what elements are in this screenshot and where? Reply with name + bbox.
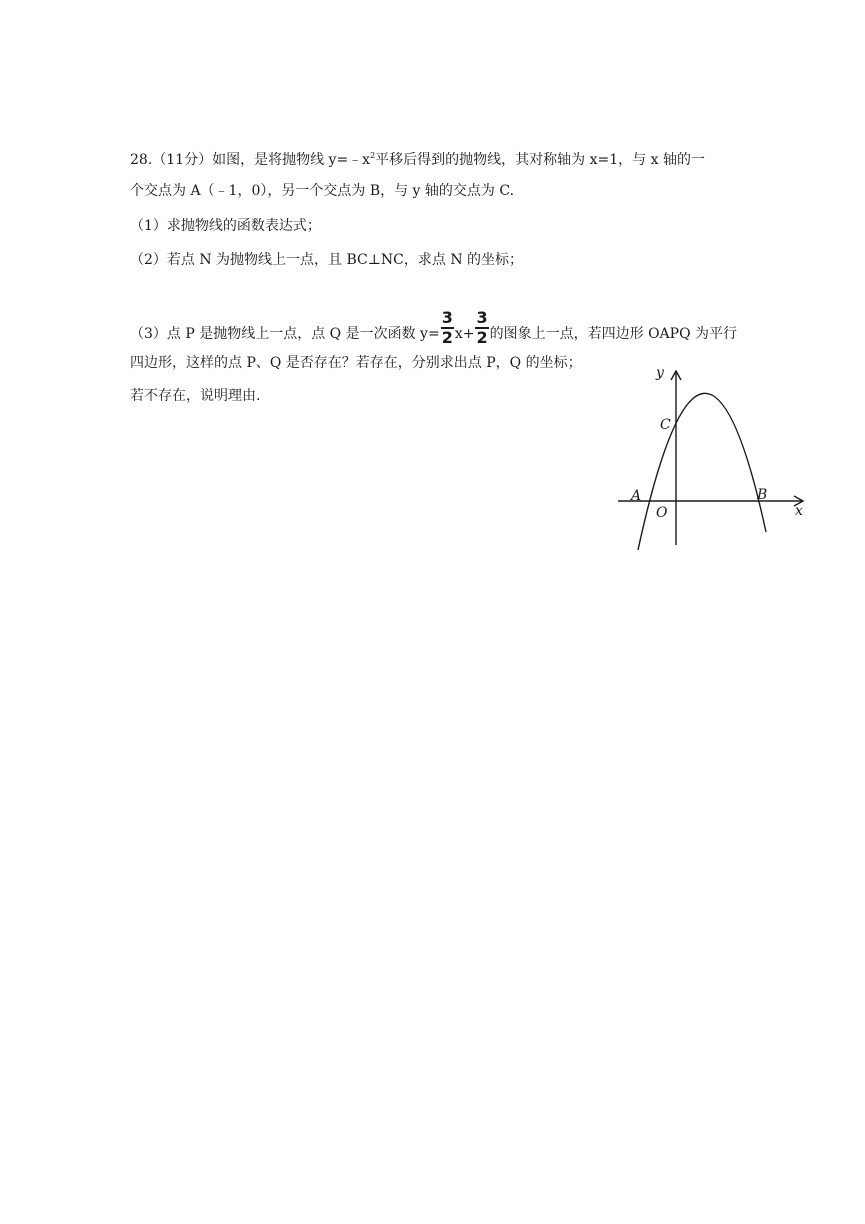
- parabola-curve: [638, 393, 766, 550]
- fraction-denominator: 2: [441, 328, 453, 347]
- fraction-intercept: [475, 310, 488, 346]
- question-3-line-3: 若不存在，说明理由.: [130, 388, 261, 404]
- problem-line-2: 个交点为 A（﹣1，0），另一个交点为 B，与 y 轴的交点为 C.: [130, 183, 515, 199]
- problem-intro: 28.（11分）如图，是将抛物线 y=﹣x: [130, 152, 371, 168]
- point-b-label: B: [757, 487, 768, 503]
- point-a-label: A: [631, 488, 642, 504]
- problem-line-1: [130, 146, 705, 170]
- y-label: y: [656, 365, 664, 381]
- question-3-rest: 的图象上一点，若四边形 OAPQ 为平行: [489, 326, 738, 342]
- question-3-mid: x+: [454, 326, 475, 342]
- question-3-line-2: 四边形，这样的点 P、Q 是否存在？若存在，分别求出点 P，Q 的坐标；: [130, 355, 582, 371]
- question-3-line-1: [130, 308, 738, 352]
- question-2: （2）若点 N 为抛物线上一点，且 BC⊥NC，求点 N 的坐标；: [130, 252, 524, 268]
- parabola-figure: [612, 362, 812, 550]
- problem-intro-rest: 平移后得到的抛物线，其对称轴为 x=1，与 x 轴的一: [375, 152, 705, 168]
- question-1: （1）求抛物线的函数表达式；: [130, 218, 321, 234]
- question-3-text: （3）点 P 是抛物线上一点，点 Q 是一次函数 y=: [130, 326, 440, 342]
- fraction-denominator: 2: [476, 328, 488, 347]
- exponent: 2: [370, 151, 376, 160]
- origin-label: O: [656, 505, 668, 521]
- fraction-numerator: 3: [476, 308, 488, 327]
- point-c-label: C: [660, 417, 671, 433]
- fraction-numerator: 3: [441, 308, 453, 327]
- x-label: x: [795, 503, 803, 519]
- fraction-slope: [441, 310, 454, 346]
